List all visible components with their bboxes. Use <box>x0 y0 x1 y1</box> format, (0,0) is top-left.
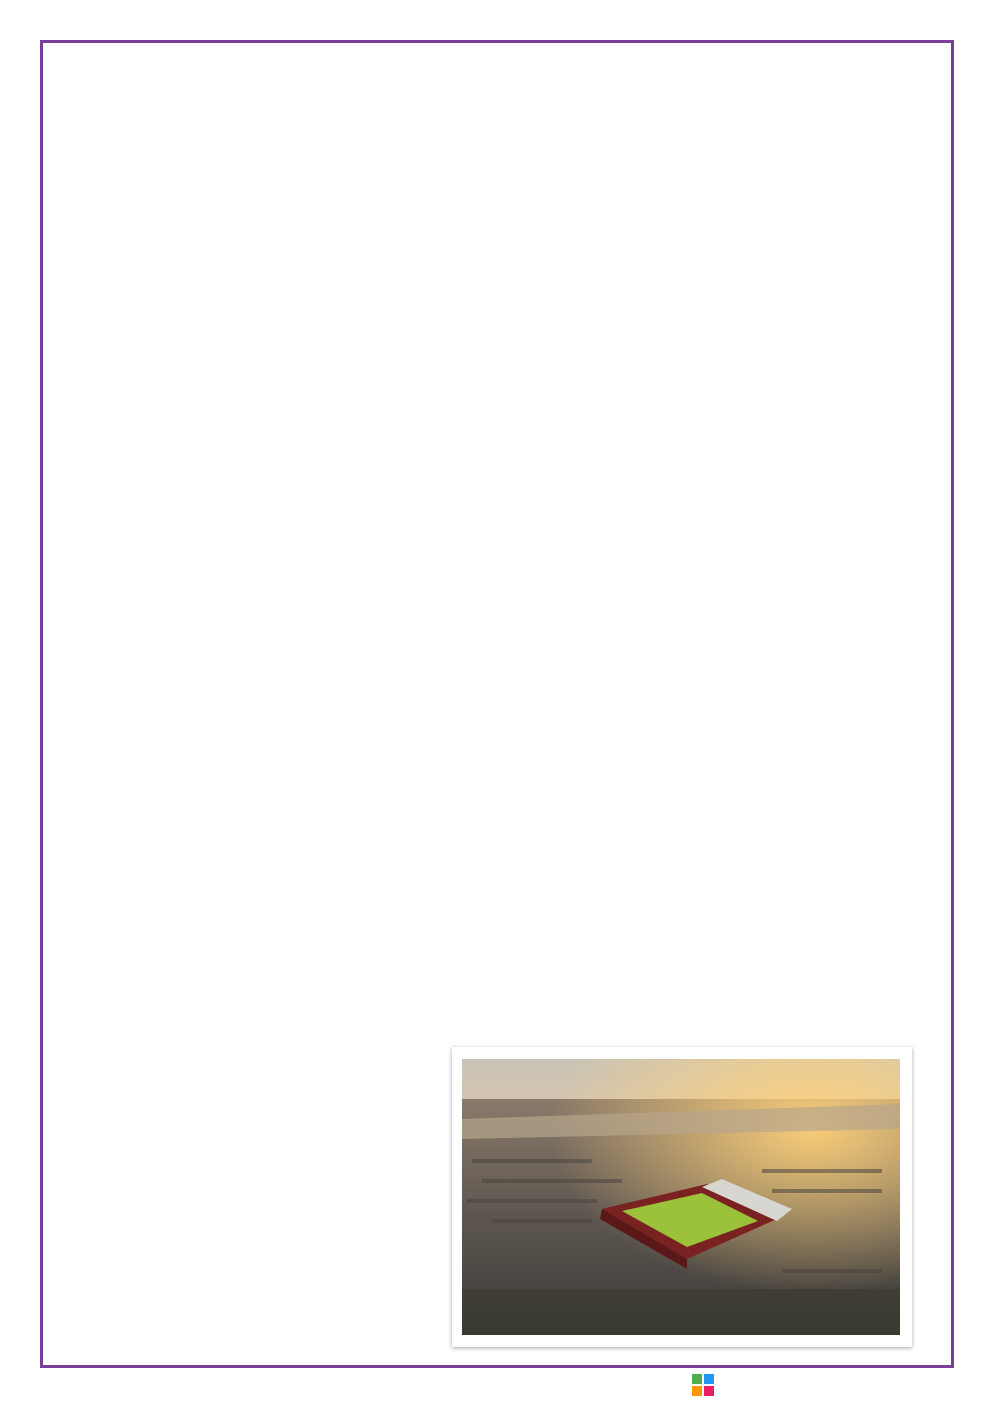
liveworksheets-brand <box>692 1374 718 1396</box>
stadium-photo <box>452 1047 912 1347</box>
liveworksheets-logo-icon <box>692 1374 714 1396</box>
stadium-aerial-image <box>462 1059 900 1335</box>
